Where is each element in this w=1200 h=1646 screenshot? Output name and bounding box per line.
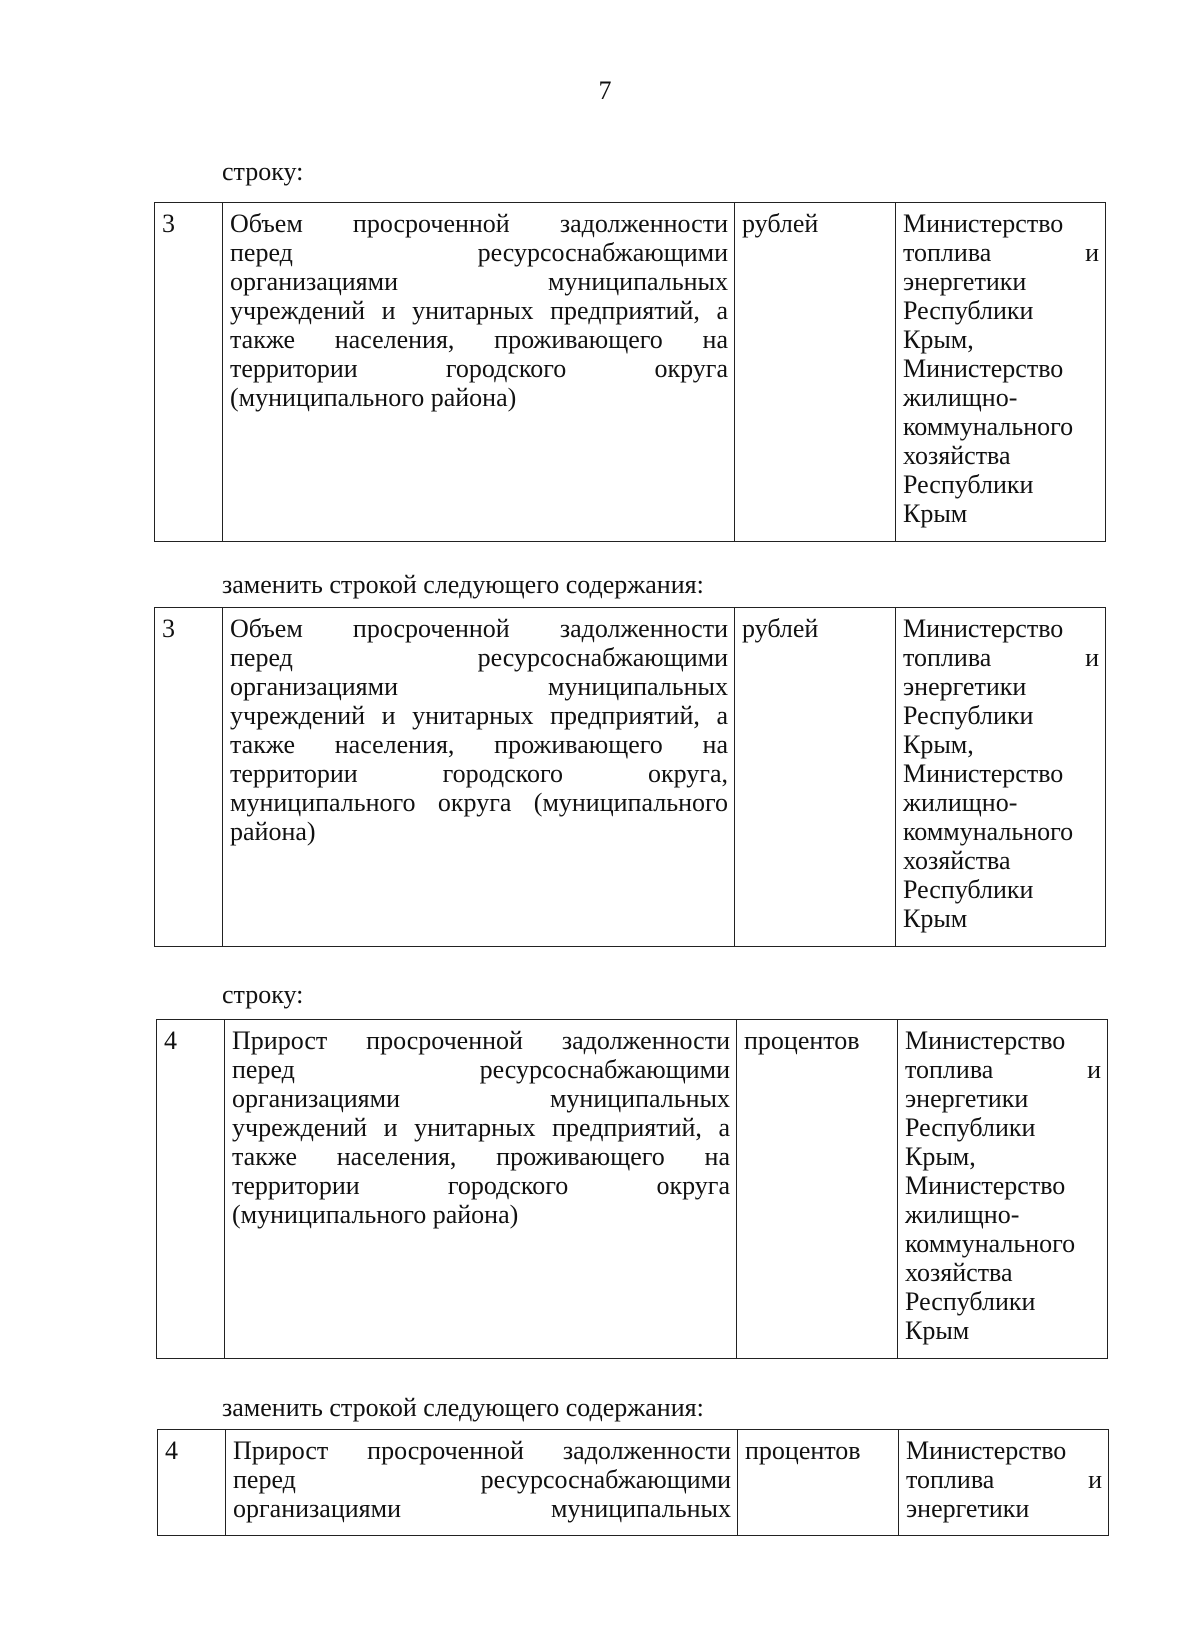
responsible-org-cell [899,1430,1109,1536]
indicator-name-line: (муниципального района) [232,1200,519,1229]
org-line: Крым [903,904,968,933]
indicator-name-line: перед ресурсоснабжающими [230,643,728,672]
indicator-name-line: учреждений и унитарных предприятий, а [232,1113,730,1142]
org-line: Министерство [905,1171,1066,1200]
indicator-table [157,1429,1109,1536]
indicator-table [154,607,1106,947]
indicator-name-line: района) [230,817,316,846]
org-line: Министерство [905,1026,1066,1055]
row-number-cell: 3 [155,203,223,542]
indicator-name-line: территории городского округа, [230,759,728,788]
indicator-table [154,202,1106,542]
org-line: Министерство [903,354,1064,383]
intro-text: заменить строкой следующего содержания: [222,1393,704,1422]
indicator-name-line: также населения, проживающего на [232,1142,730,1171]
intro-text: заменить строкой следующего содержания: [222,570,704,599]
org-line: Министерство [903,614,1064,643]
org-line: Республики [903,296,1034,325]
indicator-name-line: Объем просроченной задолженности [230,614,728,643]
indicator-name-cell [226,1430,738,1536]
unit-cell: рублей [735,203,896,542]
org-line: хозяйства [905,1258,1013,1287]
responsible-org-cell [898,1020,1108,1359]
indicator-name-line: организациями муниципальных [230,267,728,296]
indicator-name-line: Прирост просроченной задолженности [233,1436,731,1465]
org-line: топлива и [903,238,1099,267]
indicator-name-line: организациями муниципальных [233,1494,731,1523]
responsible-org-cell [896,203,1106,542]
org-line: Министерство [903,209,1064,238]
org-line: Министерство [903,759,1064,788]
unit-cell: рублей [735,608,896,947]
intro-text: строку: [222,157,304,186]
indicator-table [156,1019,1108,1359]
indicator-name-line: также населения, проживающего на [230,730,728,759]
indicator-name-line: муниципального округа (муниципального [230,788,728,817]
org-line: Крым, [903,730,974,759]
indicator-name-line: организациями муниципальных [232,1084,730,1113]
org-line: энергетики [905,1084,1029,1113]
table-row [155,203,1106,542]
table-row [155,608,1106,947]
org-line: Республики [905,1113,1036,1142]
org-line: жилищно- [903,788,1018,817]
indicator-name-cell [223,203,735,542]
org-line: топлива и [906,1465,1102,1494]
org-line: Министерство [906,1436,1067,1465]
unit-cell: процентов [737,1020,898,1359]
org-line: коммунального [903,412,1074,441]
indicator-name-line: организациями муниципальных [230,672,728,701]
indicator-name-line: учреждений и унитарных предприятий, а [230,701,728,730]
responsible-org-cell [896,608,1106,947]
indicator-name-line: перед ресурсоснабжающими [233,1465,731,1494]
org-line: топлива и [905,1055,1101,1084]
org-line: Крым [905,1316,970,1345]
indicator-name-cell [225,1020,737,1359]
org-line: Крым, [905,1142,976,1171]
org-line: хозяйства [903,441,1011,470]
org-line: энергетики [903,672,1027,701]
org-line: коммунального [905,1229,1076,1258]
org-line: Республики [905,1287,1036,1316]
indicator-name-line: также населения, проживающего на [230,325,728,354]
org-line: хозяйства [903,846,1011,875]
indicator-name-line: территории городского округа [232,1171,730,1200]
org-line: Крым, [903,325,974,354]
org-line: топлива и [903,643,1099,672]
indicator-name-cell [223,608,735,947]
intro-text: строку: [222,980,304,1009]
indicator-name-line: перед ресурсоснабжающими [232,1055,730,1084]
org-line: жилищно- [903,383,1018,412]
org-line: жилищно- [905,1200,1020,1229]
row-number-cell: 3 [155,608,223,947]
org-line: коммунального [903,817,1074,846]
indicator-name-line: территории городского округа [230,354,728,383]
row-number-cell: 4 [157,1020,225,1359]
indicator-name-line: перед ресурсоснабжающими [230,238,728,267]
page-number: 7 [598,76,612,105]
org-line: Крым [903,499,968,528]
table-row [158,1430,1109,1536]
table-row [157,1020,1108,1359]
indicator-name-line: учреждений и унитарных предприятий, а [230,296,728,325]
indicator-name-line: Прирост просроченной задолженности [232,1026,730,1055]
org-line: энергетики [906,1494,1030,1523]
indicator-name-line: (муниципального района) [230,383,517,412]
org-line: Республики [903,470,1034,499]
org-line: энергетики [903,267,1027,296]
indicator-name-line: Объем просроченной задолженности [230,209,728,238]
org-line: Республики [903,875,1034,904]
org-line: Республики [903,701,1034,730]
unit-cell: процентов [738,1430,899,1536]
row-number-cell: 4 [158,1430,226,1536]
